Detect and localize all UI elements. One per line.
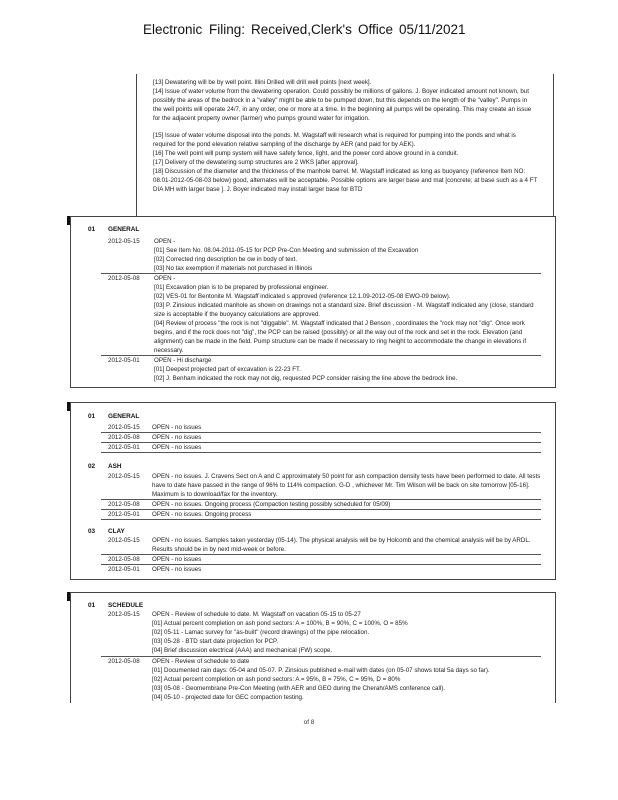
entry-date: 2012-05-08 [108, 556, 140, 563]
header-word-office: Office [358, 22, 394, 37]
note-line: for the adjacent property owner (farmer) who pumps ground water for irrigation. [153, 115, 370, 122]
entry-line: size is acceptable if the buoyancy calculations are approved. [154, 311, 321, 318]
entry-line: [01] Excavation plan is to be prepared by professional engineer. [154, 284, 329, 291]
subsection-number: 01 [88, 413, 96, 420]
section-heading: GENERAL [108, 226, 140, 233]
entry-divider [101, 564, 541, 565]
entry-line: OPEN - Review of schedule to date. M. Wagstaff on vacation 05-15 to 05-27 [152, 611, 361, 618]
entry-date: 2012-05-01 [108, 444, 140, 451]
subsection-heading: GENERAL [108, 413, 140, 420]
section-number: 01 [88, 602, 96, 609]
entry-line: [03] 05-28 - BTD start date projection for PCP. [152, 638, 279, 645]
entry-date: 2012-05-15 [108, 611, 140, 618]
note-line: [14] Issue of water volume from the dewatering operation. Could possibly be millions of gallons. J. Boyer indicated amount not known, but [153, 88, 529, 95]
entry-line: OPEN - no issues [152, 566, 202, 573]
entry-line: [02] J. Benham indicated the rock may not dig, requested PCP consider raising the line above the bedrock line. [154, 375, 458, 382]
section-heading: SCHEDULE [108, 602, 144, 609]
entry-date: 2012-05-08 [108, 434, 140, 441]
subsection-heading: CLAY [108, 528, 125, 535]
section-general-1 [70, 216, 556, 388]
entry-line: [02] 05-11 - Lamac survey for "as-built" (record drawings) of the pipe relocation. [152, 629, 370, 636]
entry-line: alignment) can be made in the field. Pump structure can be made if necessary to ring height to accommodate the change in elevations if [154, 338, 527, 345]
entry-line: OPEN - no issues [152, 424, 202, 431]
subsection-heading: ASH [108, 463, 122, 470]
entry-line: OPEN - no issues [152, 434, 202, 441]
entry-line: [02] VES-01 for Bentonite M. Wagstaff indicated s approved (reference 12.1.09-2012-05-08 EWO-09 below). [154, 293, 451, 300]
entry-line: [03] 05-08 - Geomembrane Pre-Con Meeting (with AER and GEO during the Cherah/AMS conference call). [152, 685, 446, 692]
note-line: [17] Delivery of the dewatering sump structures are 2 WKS [after approval]. [153, 159, 359, 166]
entry-date: 2012-05-08 [108, 658, 140, 665]
note-line: [15] Issue of water volume disposal into the ponds. M. Wagstaff will research what is required for pumping into the ponds and what is [153, 132, 516, 139]
entry-line: OPEN - no issues [152, 556, 202, 563]
entry-line: [01] Deepest projected part of excavation is 22-23 FT. [154, 366, 301, 373]
entry-line: OPEN - no issues. Ongoing process (Compaction testing possibly scheduled for 05/09) [152, 501, 391, 508]
entry-divider [101, 442, 541, 443]
entry-line: [02] Actual percent completion on ash pond sectors: A = 95%, B = 75%, C = 95%, D = 80% [152, 676, 401, 683]
entry-divider [101, 499, 541, 500]
entry-line: OPEN - no issues. Samples taken yesterday (05-14). The physical analysis will be by Holcomb and the chemical analysis will be by ARDL. [152, 537, 531, 544]
section-number: 01 [88, 226, 96, 233]
entry-line: [01] Actual percent completion on ash pond sectors: A = 100%, B = 90%, C = 100%, O = 85% [152, 620, 408, 627]
note-line: [18] Discussion of the diameter and the thickness of the manhole barrel. M. Wagstaff indicated as long as buoyancy (reference Item NO: [153, 168, 526, 175]
entry-line: OPEN - [154, 275, 176, 282]
entry-line: [03] P. Zinsious indicated manhole as shown on drawings not a standard size. Brief discussion - M. Wagstaff indicated any (close, standard [154, 302, 534, 309]
entry-line: [04] Review of process "the rock is not "diggable". M. Wagstaff indicated that J Benson , coordinates the "rock may not "dig". Once work [154, 320, 525, 327]
entry-divider [101, 273, 541, 274]
header-word-electronic: Electronic [143, 22, 203, 37]
entry-date: 2012-05-08 [108, 501, 140, 508]
header-word-filing: Filing: [209, 22, 246, 37]
entry-line: OPEN - no issues [152, 444, 202, 451]
entry-line: [04] 05-10 - projected date for GEC compaction testing. [152, 694, 304, 701]
entry-line: [03] No tax exemption if materials not purchased in Illinois [154, 265, 313, 272]
entry-date: 2012-05-15 [108, 473, 140, 480]
entry-line: have to date have passed in the range of 96% to 114% compaction. G-D , whichever Mr. Tim Wilson will be back on site tomorrow [05-16]. [152, 482, 530, 489]
entry-line: OPEN - no issues. Ongoing process [152, 511, 252, 518]
entry-date: 2012-05-08 [108, 275, 140, 282]
note-line: the well points will operate 24/7, in any order, one or more at a time. In the beginning all pumps will be operating. This may create an issue [153, 106, 532, 113]
entry-divider [101, 554, 541, 555]
entry-line: OPEN - [154, 238, 176, 245]
entry-date: 2012-05-15 [108, 424, 140, 431]
entry-date: 2012-05-01 [108, 566, 140, 573]
entry-divider [101, 432, 541, 433]
entry-line: OPEN - Review of schedule to date [152, 658, 250, 665]
entry-line: [02] Corrected ring description be ow in body of text. [154, 256, 298, 263]
entry-divider [101, 656, 541, 657]
note-line: possibly the areas of the bedrock in a "valley" might be able to be pumped down, but this depends on the length of the "valley". Pumps in [153, 97, 528, 104]
entry-date: 2012-05-01 [108, 357, 140, 364]
entry-divider [101, 519, 541, 520]
entry-line: OPEN - Hi discharge [154, 357, 212, 364]
note-line: [16] The well point will pump system will have safety fence, light, and the power cord above ground in a conduit. [153, 150, 459, 157]
entry-line: Results should be in by next mid-week or before. [152, 546, 286, 553]
entry-line: begins, and if the rock does not "dig", the PCP can be raised (possibly) or all the way out of the rock and set in the rock. Elevation (and [154, 329, 523, 336]
section-schedule [70, 592, 556, 703]
entry-date: 2012-05-01 [108, 511, 140, 518]
entry-divider [101, 509, 541, 510]
entry-line: OPEN - no issues. J. Cravens Sect on A and C approximately 50 point for ash compaction density tests have been performed to date. All tests [152, 473, 541, 480]
note-line: required for the pond elevation relative sampling of the discharge by AER (and paid for by AEK). [153, 141, 416, 148]
entry-line: Maximum is to download/fax for the inventory. [152, 491, 278, 498]
entry-date: 2012-05-15 [108, 238, 140, 245]
section-continued-notes [136, 74, 554, 227]
entry-line: [01] Documented rain days: 05-04 and 05-07. P. Zinsious published e-mail with dates (on 05-07 shows total 5a days so far). [152, 667, 490, 674]
entry-divider [101, 452, 541, 453]
entry-date: 2012-05-15 [108, 537, 140, 544]
subsection-number: 02 [88, 463, 96, 470]
page-number: of 8 [303, 719, 315, 726]
entry-line: necessary. [154, 347, 184, 354]
note-line: DIA MH with larger base ]. J. Boyer indicated may install larger base for BTD [153, 186, 363, 193]
header-word-date: 05/11/2021 [399, 22, 466, 37]
header-word-received: Received,Clerk's [251, 22, 352, 37]
note-line: [13] Dewatering will be by well point. Illini Drilled will drill well points [next week]. [153, 79, 372, 86]
entry-divider [101, 355, 541, 356]
subsection-number: 03 [88, 528, 96, 535]
section-materials [70, 402, 556, 580]
filing-header [0, 22, 618, 42]
note-line: 08.01-2012-05-08-03 below) good, alternates will be acceptable. Possible options are larger base and mat [concrete; at base such as a 4 FT [153, 177, 538, 184]
entry-line: [01] See Item No. 08.04-2011-05-15 for PCP Pre-Con Meeting and submission of the Excavation [154, 247, 419, 254]
entry-line: [04] Brief discussion electrical (AAA) and mechanical (FW) scope. [152, 647, 333, 654]
